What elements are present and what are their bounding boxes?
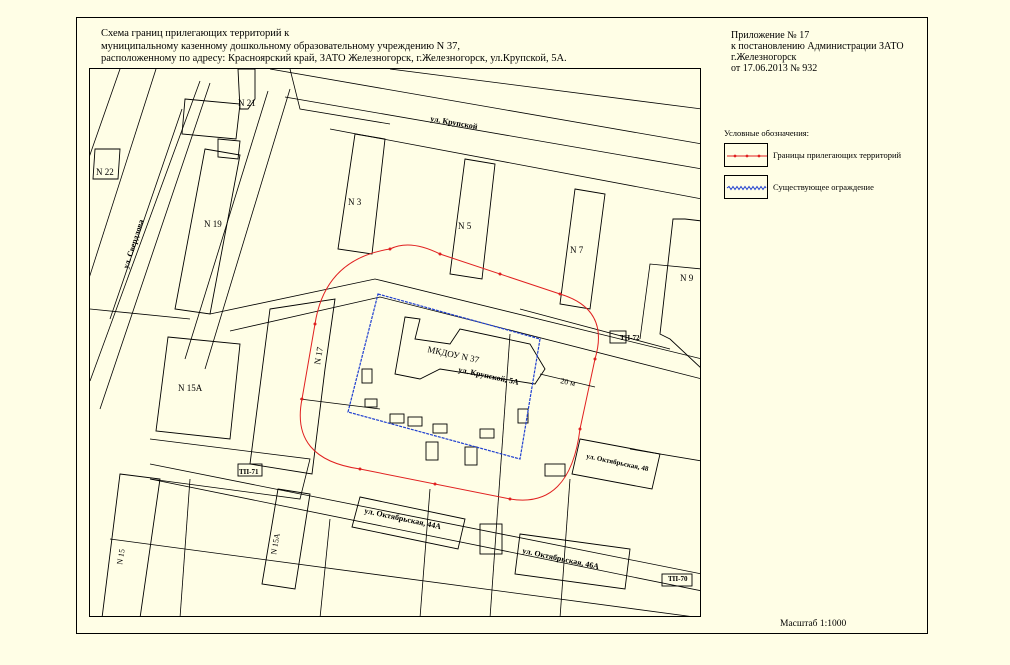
building-n7-label: N 7	[570, 245, 584, 255]
kindergarten-address-label: ул. Крупской, 5А	[457, 365, 520, 387]
tp70-label: ТП-70	[668, 575, 688, 583]
title-line-1: Схема границ прилегающих территорий к	[101, 28, 290, 39]
krupskoy-street-label: ул. Крупской	[429, 114, 479, 132]
map-frame[interactable]	[89, 68, 701, 617]
legend-boundary-label: Границы прилегающих территорий	[773, 150, 902, 160]
legend-item-boundary	[724, 141, 924, 169]
building-n3-label: N 3	[348, 197, 362, 207]
annex-line-2: к постановлению Администрации ЗАТО	[731, 41, 904, 52]
tp71-label: ТП-71	[239, 468, 259, 476]
legend-fence-label: Существующее ограждение	[773, 182, 874, 192]
annex-line-4: от 17.06.2013 № 932	[731, 63, 818, 74]
adjacent-territory-boundary	[300, 245, 598, 500]
legend	[724, 128, 924, 205]
annex-reference	[731, 30, 921, 74]
sverdlova-street-label: ул. Свердлова	[121, 218, 146, 270]
buildings	[93, 69, 701, 617]
distance-label: 20 м	[559, 376, 577, 389]
building-n9-label: N 9	[680, 273, 694, 283]
oktyabrskaya-46a-label: ул. Октябрьская, 46А	[521, 546, 600, 572]
legend-title: Условные обозначения:	[724, 128, 810, 138]
tp72-label: ТП-72	[620, 334, 640, 342]
building-n15a-small-label: N 15A	[269, 532, 282, 556]
building-n21-label: N 21	[238, 98, 256, 108]
oktyabrskaya-48-label: ул. Октябрьская, 48	[585, 452, 650, 474]
building-n22-label: N 22	[96, 167, 114, 177]
base-linework	[90, 69, 701, 617]
cadastral-map	[90, 69, 701, 617]
building-n15a-label: N 15A	[178, 383, 203, 393]
scale-label: Масштаб 1:1000	[780, 619, 847, 629]
boundary-line-swatch	[724, 143, 768, 167]
building-n5-label: N 5	[458, 221, 472, 231]
oktyabrskaya-44a-label: ул. Октябрьская, 44А	[363, 506, 442, 532]
building-n15-label: N 15	[115, 548, 127, 566]
title-line-3: расположенному по адресу: Красноярский край, ЗАТО Железногорск, г.Железногорск, ул.Крупской, 5А.	[101, 53, 567, 64]
legend-item-fence	[724, 173, 924, 201]
annex-line-3: г.Железногорск	[731, 52, 797, 63]
map-title	[101, 28, 661, 66]
annex-line-1: Приложение № 17	[731, 30, 810, 41]
building-n17-label: N 17	[312, 346, 326, 366]
fence-line-swatch	[724, 175, 768, 199]
building-n19-label: N 19	[204, 219, 222, 229]
title-line-2: муниципальному казенному дошкольному образовательному учреждению N 37,	[101, 40, 461, 52]
kindergarten-label: МКДОУ N 37	[426, 344, 481, 365]
